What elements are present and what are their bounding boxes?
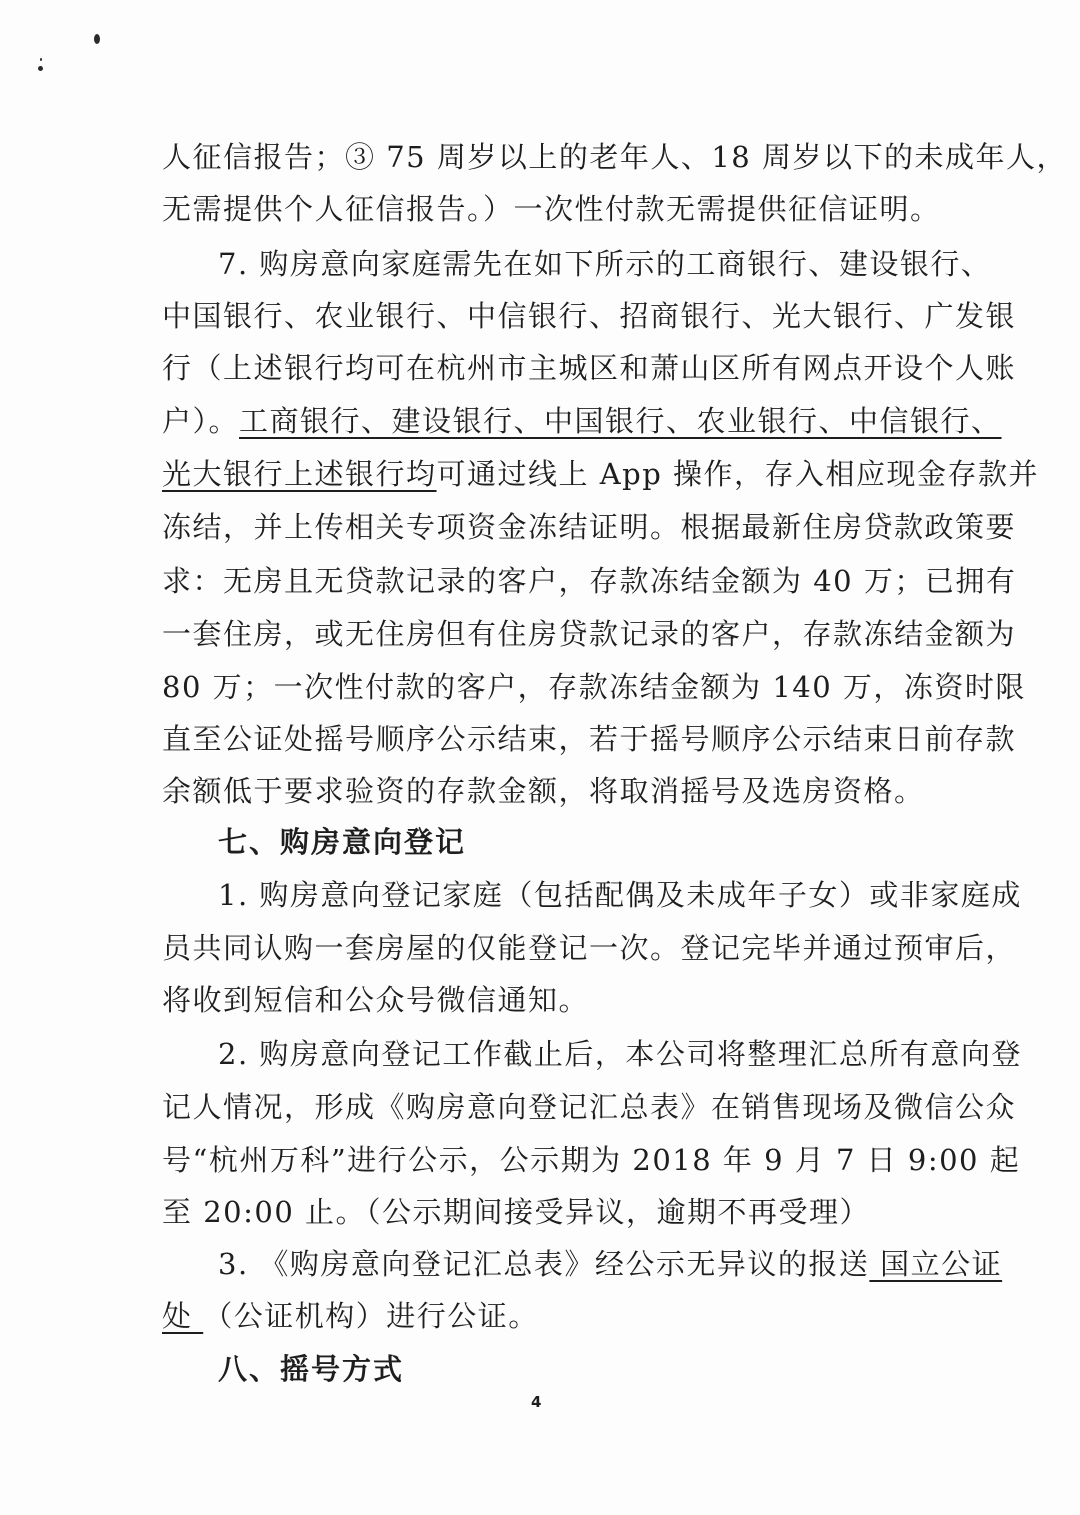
item-3-line: [218, 1247, 1003, 1281]
body-line: 将收到短信和公众号微信通知。: [162, 983, 590, 1017]
underlined-bank-list: 光大银行上述银行均: [162, 457, 437, 491]
body-line: 行（上述银行均可在杭州市主城区和萧山区所有网点开设个人账: [162, 351, 1017, 385]
body-line: 直至公证处摇号顺序公示结束，若于摇号顺序公示结束日前存款: [162, 722, 1017, 756]
text-segment: 可通过线上 App 操作，存入相应现金存款并: [436, 457, 1040, 491]
item-7-line: 7. 购房意向家庭需先在如下所示的工商银行、建设银行、: [218, 247, 992, 281]
body-line: 人征信报告；③ 75 周岁以上的老年人、18 周岁以下的未成年人，: [162, 140, 1067, 174]
section-heading-7: 七、购房意向登记: [218, 825, 467, 859]
underlined-notary-name: 处: [162, 1299, 204, 1333]
body-line: 一套住房，或无住房但有住房贷款记录的客户，存款冻结金额为: [162, 617, 1017, 651]
item-1-line: 1. 购房意向登记家庭（包括配偶及未成年子女）或非家庭成: [218, 878, 1022, 912]
body-line: 80 万；一次性付款的客户，存款冻结金额为 140 万，冻资时限: [162, 670, 1026, 704]
page-number: 4: [531, 1393, 542, 1411]
body-line: [162, 404, 1002, 438]
scan-speck: [94, 34, 100, 44]
scan-speck: [38, 66, 43, 71]
body-line: 号“杭州万科”进行公示，公示期为 2018 年 9 月 7 日 9:00 起: [162, 1143, 1021, 1177]
body-line: 余额低于要求验资的存款金额，将取消摇号及选房资格。: [162, 774, 925, 808]
section-heading-8: 八、摇号方式: [218, 1352, 405, 1386]
scan-speck: [40, 58, 42, 61]
item-2-line: 2. 购房意向登记工作截止后，本公司将整理汇总所有意向登: [218, 1037, 1022, 1071]
body-line: 冻结，并上传相关专项资金冻结证明。根据最新住房贷款政策要: [162, 510, 1017, 544]
body-line: [162, 1299, 922, 1333]
body-line: 求：无房且无贷款记录的客户，存款冻结金额为 40 万；已拥有: [162, 564, 1017, 598]
body-line: 中国银行、农业银行、中信银行、招商银行、光大银行、广发银: [162, 299, 1017, 333]
body-line: [162, 457, 1040, 491]
text-segment: （公证机构）进行公证。: [203, 1299, 539, 1333]
body-line: 记人情况，形成《购房意向登记汇总表》在销售现场及微信公众: [162, 1090, 1017, 1124]
body-line: 员共同认购一套房屋的仅能登记一次。登记完毕并通过预审后，: [162, 931, 1017, 965]
underlined-notary-name: 国立公证: [869, 1247, 1003, 1281]
text-segment: 3. 《购房意向登记汇总表》经公示无异议的报送: [218, 1247, 870, 1281]
text-segment: 户）。: [162, 404, 240, 438]
body-line: 无需提供个人征信报告。）一次性付款无需提供征信证明。: [162, 192, 941, 226]
body-line: 至 20:00 止。（公示期间接受异议，逾期不再受理）: [162, 1195, 871, 1229]
underlined-bank-list: 工商银行、建设银行、中国银行、农业银行、中信银行、: [239, 404, 1002, 438]
